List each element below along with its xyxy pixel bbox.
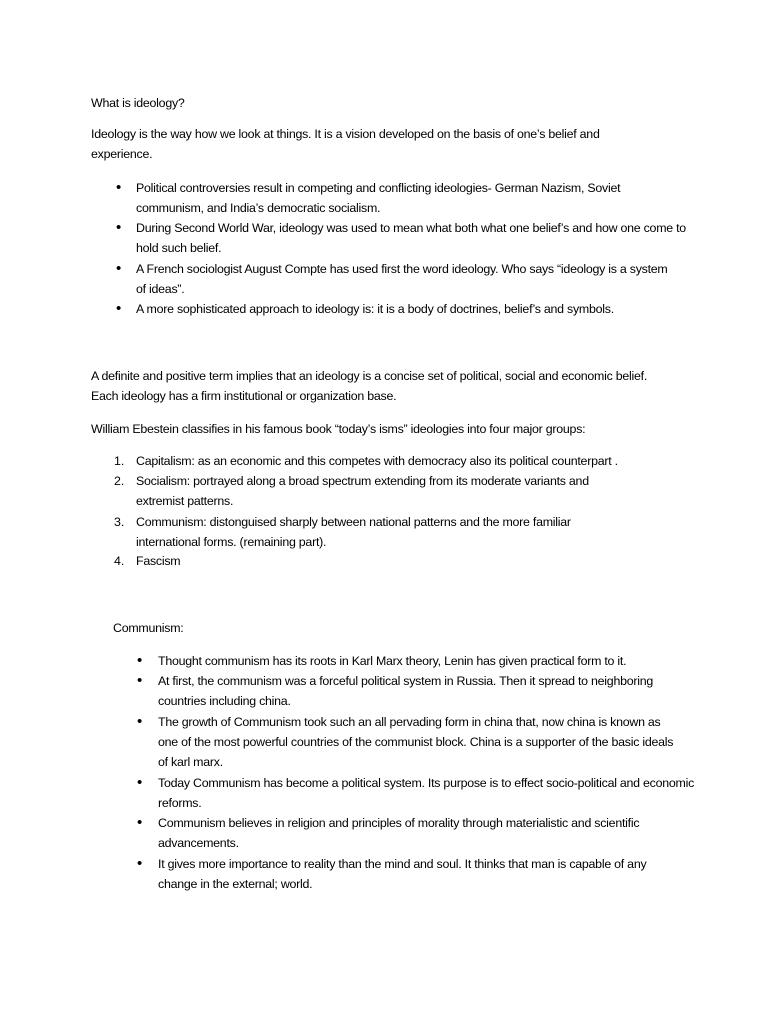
bullet-symbol: • <box>116 260 122 277</box>
list-item-text: Political controversies result in competing and conflicting ideologies- German Nazism, Soviet communism, and India’s democratic socialism. <box>136 181 621 215</box>
list-item-text: During Second World War, ideology was used to mean what both what one belief’s and how one come to hold such belief. <box>136 221 686 255</box>
list-item-text: It gives more importance to reality than the mind and soul. It thinks that man is capable of any change in the external; world. <box>158 857 647 891</box>
list-item-text: At first, the communism was a forceful political system in Russia. Then it spread to neighboring countries including china. <box>158 674 654 708</box>
numbered-item-text: Fascism <box>136 554 181 568</box>
numbered-item-text: Communism: distonguised sharply between national patterns and the more familiar international forms. (remaining part). <box>136 515 571 549</box>
list-item-text: A French sociologist August Compte has used first the word ideology. Who says “ideology is a system of ideas”. <box>136 262 668 296</box>
document-title: What is ideology? <box>91 96 185 110</box>
bullet-symbol: • <box>137 814 143 831</box>
bullet-symbol: • <box>137 713 143 730</box>
list-item-text: Communism believes in religion and principles of morality through materialistic and scientific advancements. <box>158 816 640 850</box>
bullet-symbol: • <box>116 300 122 317</box>
intro-paragraph: Ideology is the way how we look at things. It is a vision developed on the basis of one’s belief and experience. <box>91 127 600 161</box>
numbered-item-text: Capitalism: as an economic and this competes with democracy also its political counterpart . <box>136 454 618 468</box>
item-number: 1. <box>114 454 125 468</box>
list-item-text: Thought communism has its roots in Karl Marx theory, Lenin has given practical form to it. <box>158 654 627 668</box>
list-item-text: Today Communism has become a political system. Its purpose is to effect socio-political and economic reforms. <box>158 776 695 810</box>
item-number: 4. <box>114 554 125 568</box>
list-item-text: The growth of Communism took such an all pervading form in china that, now china is known as one of the most powerful countries of the communist block. China is a supporter of the basic ideals of karl marx. <box>158 715 674 769</box>
list-item-text: A more sophisticated approach to ideology is: it is a body of doctrines, belief’s and symbols. <box>136 302 614 316</box>
bullet-symbol: • <box>137 855 143 872</box>
ebestein-paragraph: William Ebestein classifies in his famous book “today’s isms” ideologies into four major groups: <box>91 422 586 436</box>
definite-paragraph: A definite and positive term implies that an ideology is a concise set of political, social and economic belief. Each ideology has a firm institutional or organization base. <box>91 369 648 403</box>
item-number: 2. <box>114 474 125 488</box>
item-number: 3. <box>114 515 125 529</box>
bullet-symbol: • <box>137 672 143 689</box>
bullet-symbol: • <box>116 219 122 236</box>
bullet-symbol: • <box>137 774 143 791</box>
numbered-item-text: Socialism: portrayed along a broad spectrum extending from its moderate variants and extremist patterns. <box>136 474 589 508</box>
communism-heading: Communism: <box>113 621 184 635</box>
bullet-symbol: • <box>137 652 143 669</box>
bullet-symbol: • <box>116 179 122 196</box>
